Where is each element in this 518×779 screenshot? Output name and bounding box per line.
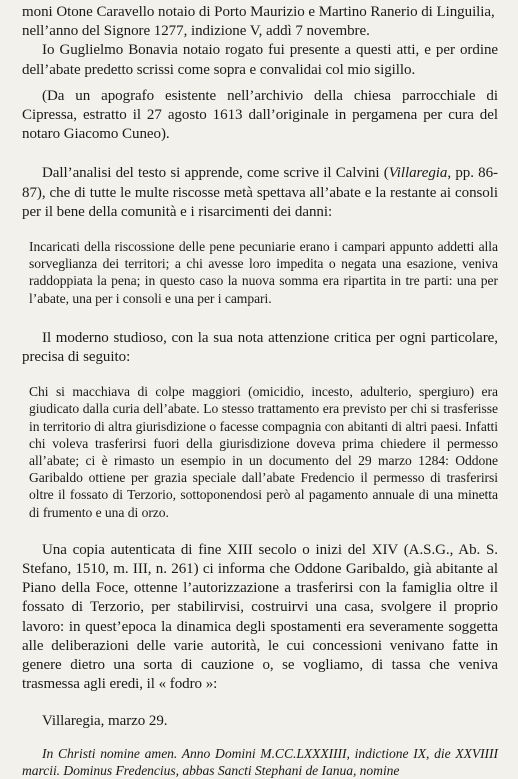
block-quote-campari: Incaricati della riscossione delle pene pecuniarie erano i campari appunto addetti alla sorveglianza dei territori; a chi avesse loro impedita o negata una esazione, veniva raddoppiata la pena; in questo caso la nuova somma era ripartita in tre parti: una per l’abate, una per i consoli e una per i campari. — [29, 239, 498, 306]
text-line: moni Otone Caravello notaio di Porto Maurizio e Martino Ranerio di Linguilia, — [22, 4, 495, 20]
document-dateline: Villaregia, marzo 29. — [42, 712, 168, 729]
paragraph-calvini — [22, 164, 498, 222]
text-run: Dall’analisi del testo si apprende, come scrive il Calvini ( — [42, 165, 389, 182]
text-run: , pp. 86-87), che di tutte le multe riscosse metà spettava all’abate e la restante ai consoli per il bene della comunità e i risarcimenti dei danni: — [22, 165, 499, 220]
text-line: nell’anno del Signore 1277, indizione V, addì 7 novembre. — [22, 23, 370, 40]
source-note: (Da un apografo esistente nell’archivio della chiesa parrocchiale di Cipressa, estratto il 27 agosto 1613 dall’originale in pergamena per cura del notaro Giacomo Cuneo). — [22, 87, 498, 143]
book-title: Villaregia — [388, 165, 448, 182]
paragraph-authenticated-copy: Una copia autenticata di fine XIII secolo o inizi del XIV (A.S.G., Ab. S. Stefano, 1510, m. III, n. 261) ci informa che Oddone Garibaldo, già abitante al Piano della Foce, ottenne l’autorizzazione a trasferirsi con la famiglia oltre il fossato di Terzorio, per stabilirvisi, costruirvi una casa, svolgere il proprio lavoro: in quest’epoca la dinamica degli spostamenti era severamente soggetta alle deliberazioni delle varie autorità, le cui concessioni venivano fatte in genere dietro una sorta di cauzione o, se vogliamo, di tassa che veniva trasmessa agli eredi, il « fodro »: — [22, 541, 498, 693]
block-quote-curia: Chi si macchiava di colpe maggiori (omicidio, incesto, adulterio, spergiuro) era giudicato dalla curia dell’abate. Lo stesso trattamento era previsto per chi si trasferisse in territorio di altra giurisdizione o facesse compagnia con abitanti di altri paesi. Infatti chi voleva trasferirsi fuori della giurisdizione doveva prima chiedere il permesso all’abate; ci è rimasto un esempio in un documento del 29 marzo 1284: Oddone Garibaldo ottiene per grazia speciale dall’abate Fredencio il permesso di trasferirsi oltre il fossato di Terzorio, sottoponendosi però al pagamento annuale di una minetta di frumento e una di orzo. — [29, 384, 498, 520]
paragraph-modern-scholar: Il moderno studioso, con la sua nota attenzione critica per ogni particolare, precisa di seguito: — [22, 329, 498, 366]
latin-text — [22, 745, 498, 779]
latin-italic: In Christi nomine amen. Anno Domini M.CC.LXXXIIII, indictione IX, die XXVIIII marcii. Dominus Fredencius, abbas Sancti Stephani de Ianua, nomine — [22, 745, 498, 778]
paragraph-notary-attestation: Io Guglielmo Bonavia notaio rogato fui presente a questi atti, e per ordine dell’abate predetto scrissi come sopra e convalidai col mio sigillo. — [22, 42, 498, 78]
paragraph-continuation — [22, 3, 498, 41]
